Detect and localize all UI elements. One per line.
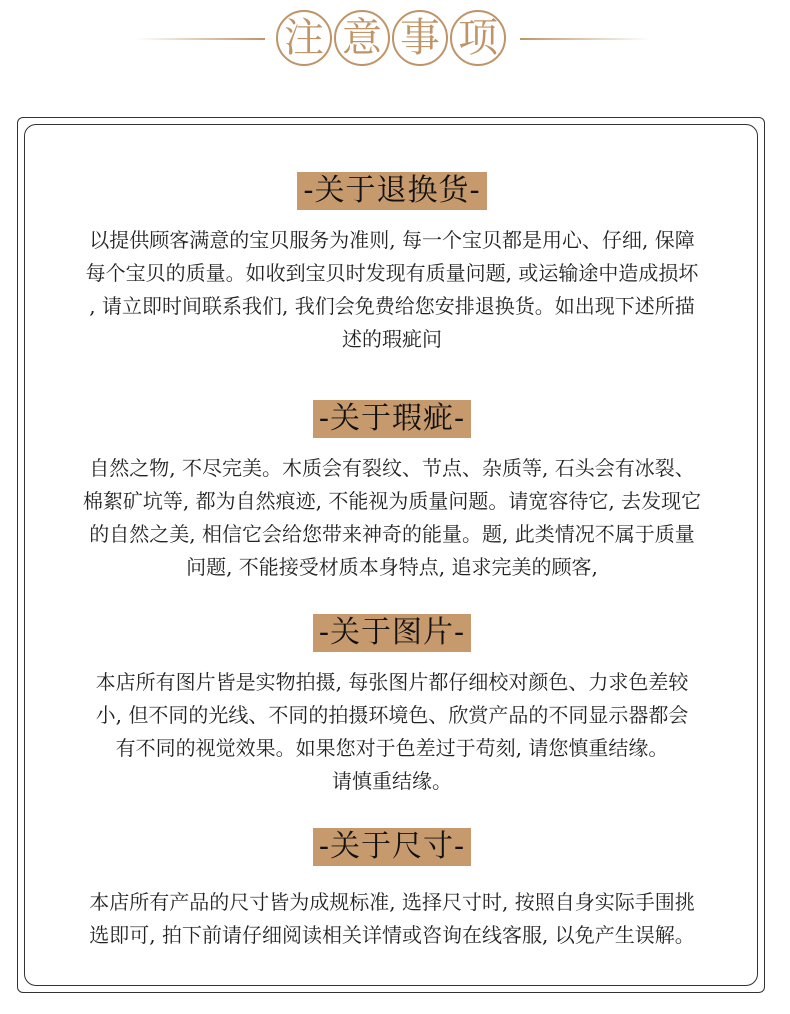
paragraph-line: , 请立即时间联系我们, 我们会免费给您安排退换货。如出现下述所描 xyxy=(89,294,695,318)
page-title xyxy=(276,10,516,70)
paragraph-line: 问题, 不能接受材质本身特点, 追求完美的顾客, xyxy=(186,555,598,579)
title-char-circle: 项 xyxy=(450,10,506,66)
section-size xyxy=(40,828,744,952)
section-body-flaws xyxy=(40,452,744,584)
paragraph-line: 本店所有图片皆是实物拍摄, 每张图片都仔细校对颜色、力求色差较 xyxy=(95,670,689,694)
paragraph-line: 每个宝贝的质量。如收到宝贝时发现有质量问题, 或运输途中造成损坏 xyxy=(85,261,699,285)
section-title-size: -关于尺寸- xyxy=(313,828,471,866)
header-divider-left xyxy=(135,38,265,40)
paragraph-line: 棉絮矿坑等, 都为自然痕迹, 不能视为质量问题。请宽容待它, 去发现它 xyxy=(82,489,702,513)
paragraph-line: 有不同的视觉效果。如果您对于色差过于苟刻, 请您慎重结缘。 xyxy=(115,736,669,760)
section-body-pictures xyxy=(40,666,744,798)
page-header xyxy=(0,0,790,80)
header-divider-right xyxy=(520,38,650,40)
section-body-returns xyxy=(40,224,744,356)
title-char-circle: 意 xyxy=(334,10,390,66)
paragraph-line: 述的瑕疵问 xyxy=(342,327,442,351)
paragraph-line: 自然之物, 不尽完美。木质会有裂纹、节点、杂质等, 石头会有冰裂、 xyxy=(89,456,695,480)
paragraph-line: 本店所有产品的尺寸皆为成规标准, 选择尺寸时, 按照自身实际手围挑 xyxy=(89,890,695,914)
paragraph-line: 以提供顾客满意的宝贝服务为准则, 每一个宝贝都是用心、仔细, 保障 xyxy=(89,228,695,252)
section-returns xyxy=(40,172,744,356)
section-body-size xyxy=(40,886,744,952)
paragraph-line: 选即可, 拍下前请仔细阅读相关详情或咨询在线客服, 以免产生误解。 xyxy=(89,923,695,947)
paragraph-line: 的自然之美, 相信它会给您带来神奇的能量。题, 此类情况不属于质量 xyxy=(89,522,695,546)
section-title-pictures: -关于图片- xyxy=(313,614,471,652)
section-title-returns: -关于退换货- xyxy=(297,172,486,210)
paragraph-line: 小, 但不同的光线、不同的拍摄环境色、欣赏产品的不同显示器都会 xyxy=(95,703,689,727)
paragraph-line: 请慎重结缘。 xyxy=(332,769,452,793)
section-title-flaws: -关于瑕疵- xyxy=(313,400,471,438)
section-pictures xyxy=(40,614,744,798)
title-char-circle: 事 xyxy=(392,10,448,66)
title-char-circle: 注 xyxy=(276,10,332,66)
section-flaws xyxy=(40,400,744,584)
